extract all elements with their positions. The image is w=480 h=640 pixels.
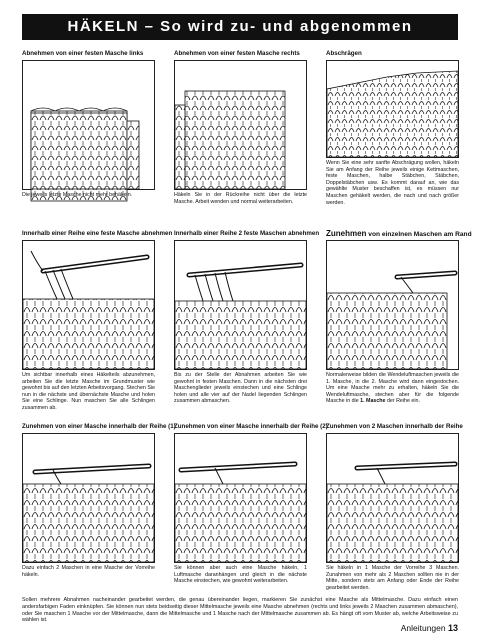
cell-zunehmen-rand <box>326 229 472 405</box>
cell-abschraegen <box>326 50 459 206</box>
cell-heading: Abnehmen von einer festen Masche links <box>22 50 144 57</box>
illustration-crochet-hook-decrease-one <box>22 240 155 370</box>
illustration-crochet-increase-one-b <box>174 433 307 563</box>
cell-heading: Zunehmen von 2 Maschen innerhalb der Reihe <box>326 423 463 430</box>
cell-heading: Zunehmen von einer Masche innerhalb der Reihe (1) <box>22 423 176 430</box>
cell-abnehmen-links <box>22 50 155 199</box>
illustration-crochet-increase-edge <box>326 240 459 370</box>
cell-caption: Die jeweils letzte Masche nicht mehr behäkeln. <box>22 192 133 198</box>
cell-zunehmen-zwei <box>326 423 463 591</box>
cell-heading: Abnehmen von einer festen Masche rechts <box>174 50 300 57</box>
section-label: Anleitungen <box>400 623 446 633</box>
cell-abnehmen-rechts <box>174 50 307 205</box>
illustration-crochet-slope <box>326 60 459 158</box>
cell-heading: Innerhalb einer Reihe 2 feste Maschen abnehmen <box>174 230 320 237</box>
page-label <box>401 623 458 633</box>
cell-caption: Um sichtbar innerhalb eines Häkelteils abzunehmen, arbeiten Sie die letzte Masche im Grundmuster wie gewohnt bis auf den letzten Arbeitsvorgang. Stechen Sie nun in die nächste und übernächste Masche und holen Sie eine Schlinge. Nun maschen Sie alle Schlingen zusammen ab. <box>22 372 155 411</box>
illustration-crochet-decrease-right <box>174 60 307 190</box>
illustration-crochet-hook-decrease-two <box>174 240 307 370</box>
cell-caption: Bis zu der Stelle der Abnahmen arbeiten Sie wie gewohnt in festen Maschen. Dann in die nächsten drei Maschenglieder jeweils einstechen und eine Schlinge holen und alle vier auf der Nadel liegenden Schlingen zusammen abmaschen. <box>174 372 307 405</box>
illustration-crochet-increase-two <box>326 433 459 563</box>
cell-caption: Wenn Sie eine sehr sanfte Abschrägung wollen, häkeln Sie am Anfang der Reihe jeweils einige Kettmaschen, feste Maschen, halbe Stäbchen, Stäbchen, Doppelstäbchen usw. Es kommt darauf an, wie das gewählte Muster beschaffen ist, es müssen nur Maschen gehäkelt werden, die nach und nach größer werden. <box>326 160 459 206</box>
page-number: 13 <box>447 623 458 633</box>
cell-heading: Zunehmen von einer Masche innerhalb der Reihe (2) <box>174 423 328 430</box>
cell-heading: Abschrägen <box>326 50 362 57</box>
page-title: HÄKELN – So wird zu- und abgenommen <box>22 14 458 40</box>
cell-caption: Dazu einfach 2 Maschen in eine Masche der Vorreihe häkeln. <box>22 565 155 578</box>
cell-innerhalb-zwei-abnehmen <box>174 230 320 405</box>
illustration-crochet-decrease-left <box>22 60 155 190</box>
cell-zunehmen-eine-1 <box>22 423 176 578</box>
cell-innerhalb-eine-abnehmen <box>22 230 173 412</box>
cell-caption: Sie häkeln in 1 Masche der Vorreihe 3 Maschen. Zunahmen von mehr als 2 Maschen sollten nie in der Mitte, sondern stets am Anfang oder Ende der Reihe gearbeitet werden. <box>326 565 459 591</box>
cell-zunehmen-eine-2 <box>174 423 328 585</box>
cell-caption: Sie können aber auch eine Masche häkeln, 1 Luftmasche daranhängen und gleich in die nächste Masche einstechen, wie gewohnt weiterarbeiten. <box>174 565 307 585</box>
cell-caption: Häkeln Sie in der Rückreihe nicht über die letzte Masche. Arbeit wenden und normal weiterarbeiten. <box>174 192 307 205</box>
cell-heading: Innerhalb einer Reihe eine feste Masche abnehmen <box>22 230 173 237</box>
cell-caption: Normalerweise bilden die Wendeluftmaschen jeweils die 1. Masche, in die 2. Masche wird dann eingestochen. Um eine Masche mehr zu erhalten, häkeln Sie die Wendeluftmasche, stechen aber für die folgende Masche in die 1. Masche der Reihe ein. <box>326 372 459 405</box>
footer-paragraph: Sollen mehrere Abnahmen nacheinander gearbeitet werden, die genau übereinander liegen, markieren Sie zunächst eine Masche als Mittelmasche. Dazu einfach einen andersfarbigen Faden einknüpfen. Sie können nun stets beidseitig dieser Mittelmasche jeweils eine Masche abnehmen (rechts und links jeweils 2 Maschen zusammen abmaschen), oder Sie maschen 1 Masche vor der Mittelmasche, dann die Mittelmasche und 1 Masche nach der Mittelmasche zusammen ab. Es hängt oft vom Muster ab, welche Arbeitsweise zu wählen ist. <box>22 597 458 624</box>
cell-heading: Zunehmen von einzelnen Maschen am Rand <box>326 229 472 238</box>
illustration-crochet-increase-one-a <box>22 433 155 563</box>
